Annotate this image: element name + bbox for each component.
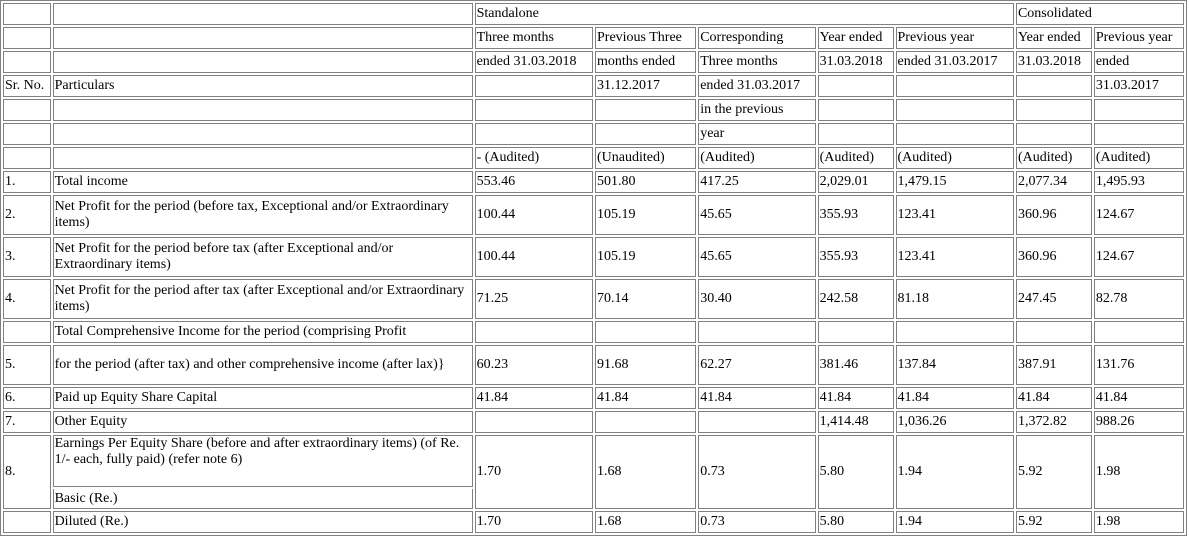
sr-no: 8.	[3, 435, 51, 509]
value-cell: 60.23	[475, 345, 593, 385]
value-cell: 45.65	[698, 237, 815, 277]
value-cell: 62.27	[698, 345, 815, 385]
cell	[698, 321, 815, 343]
value-cell: 360.96	[1016, 195, 1092, 235]
particulars: Other Equity	[53, 411, 473, 433]
value-cell: 131.76	[1094, 345, 1184, 385]
particulars: Net Profit for the period before tax (after Exceptional and/or Extraordinary items)	[53, 237, 473, 277]
sr-no: 4.	[3, 279, 51, 319]
value-cell: 1.70	[475, 435, 593, 509]
sr-no: 6.	[3, 387, 51, 409]
audit-status: (Audited)	[698, 147, 815, 169]
value-cell: 124.67	[1094, 237, 1184, 277]
table-row	[3, 511, 1184, 533]
column-heading	[896, 75, 1014, 97]
value-cell: 247.45	[1016, 279, 1092, 319]
column-heading	[896, 99, 1014, 121]
value-cell: 355.93	[818, 237, 894, 277]
particulars: Paid up Equity Share Capital	[53, 387, 473, 409]
value-cell: 1.94	[896, 435, 1014, 509]
value-cell: 242.58	[818, 279, 894, 319]
sr-no: 1.	[3, 171, 51, 193]
column-heading	[595, 123, 696, 145]
column-heading: Previous year	[1094, 27, 1184, 49]
cell	[53, 123, 473, 145]
value-cell: 81.18	[896, 279, 1014, 319]
table-row	[3, 279, 1184, 319]
column-heading: Previous year	[896, 27, 1014, 49]
table-row	[3, 321, 1184, 343]
header-row	[3, 3, 1184, 25]
value-cell: 45.65	[698, 195, 815, 235]
column-heading	[475, 75, 593, 97]
value-cell: 41.84	[1094, 387, 1184, 409]
column-heading: Three months	[698, 51, 815, 73]
value-cell: 417.25	[698, 171, 815, 193]
audit-status: (Audited)	[818, 147, 894, 169]
value-cell	[595, 411, 696, 433]
value-cell: 105.19	[595, 195, 696, 235]
cell	[3, 27, 51, 49]
header-row	[3, 51, 1184, 73]
value-cell: 1.68	[595, 511, 696, 533]
sr-no: 3.	[3, 237, 51, 277]
cell	[3, 51, 51, 73]
column-heading	[818, 75, 894, 97]
value-cell: 553.46	[475, 171, 593, 193]
value-cell: 0.73	[698, 511, 815, 533]
table-row	[3, 387, 1184, 409]
value-cell: 124.67	[1094, 195, 1184, 235]
column-heading	[1016, 99, 1092, 121]
value-cell: 1,414.48	[818, 411, 894, 433]
column-heading	[475, 99, 593, 121]
particulars: for the period (after tax) and other comprehensive income (after lax)}	[53, 345, 473, 385]
value-cell: 355.93	[818, 195, 894, 235]
value-cell: 5.80	[818, 435, 894, 509]
value-cell: 2,029.01	[818, 171, 894, 193]
value-cell: 105.19	[595, 237, 696, 277]
value-cell: 1,495.93	[1094, 171, 1184, 193]
value-cell: 1,372.82	[1016, 411, 1092, 433]
particulars: Net Profit for the period after tax (after Exceptional and/or Extraordinary items)	[53, 279, 473, 319]
cell	[53, 3, 473, 25]
value-cell: 41.84	[595, 387, 696, 409]
column-heading: ended 31.03.2018	[475, 51, 593, 73]
table-row	[3, 195, 1184, 235]
cell	[3, 511, 51, 533]
column-heading: Three months	[475, 27, 593, 49]
value-cell: 82.78	[1094, 279, 1184, 319]
column-heading: 31.03.2017	[1094, 75, 1184, 97]
table-row	[3, 411, 1184, 433]
value-cell: 30.40	[698, 279, 815, 319]
value-cell: 123.41	[896, 237, 1014, 277]
column-heading: in the previous	[698, 99, 815, 121]
column-heading: ended 31.03.2017	[896, 51, 1014, 73]
cell	[53, 99, 473, 121]
column-heading	[1016, 123, 1092, 145]
column-heading	[595, 99, 696, 121]
column-heading: 31.12.2017	[595, 75, 696, 97]
cell	[53, 147, 473, 169]
value-cell: 360.96	[1016, 237, 1092, 277]
value-cell: 0.73	[698, 435, 815, 509]
column-heading: months ended	[595, 51, 696, 73]
value-cell: 501.80	[595, 171, 696, 193]
cell	[818, 321, 894, 343]
value-cell: 123.41	[896, 195, 1014, 235]
audit-status: - (Audited)	[475, 147, 593, 169]
column-heading: Previous Three	[595, 27, 696, 49]
column-heading: Year ended	[818, 27, 894, 49]
header-row	[3, 27, 1184, 49]
cell	[3, 3, 51, 25]
table-row	[3, 171, 1184, 193]
value-cell	[698, 411, 815, 433]
cell	[1016, 321, 1092, 343]
value-cell: 5.80	[818, 511, 894, 533]
column-heading	[1016, 75, 1092, 97]
value-cell: 1.70	[475, 511, 593, 533]
value-cell	[475, 411, 593, 433]
value-cell: 137.84	[896, 345, 1014, 385]
standalone-heading: Standalone	[475, 3, 1014, 25]
column-heading: Corresponding	[698, 27, 815, 49]
sr-no: 7.	[3, 411, 51, 433]
value-cell: 41.84	[1016, 387, 1092, 409]
header-row	[3, 123, 1184, 145]
column-heading	[818, 99, 894, 121]
cell	[3, 321, 51, 343]
audit-status: (Audited)	[1094, 147, 1184, 169]
column-heading: ended	[1094, 51, 1184, 73]
particulars: Total Comprehensive Income for the period (comprising Profit	[53, 321, 473, 343]
particulars-heading: Particulars	[53, 75, 473, 97]
table-row	[3, 345, 1184, 385]
value-cell: 2,077.34	[1016, 171, 1092, 193]
cell	[595, 321, 696, 343]
cell	[53, 51, 473, 73]
value-cell: 1.68	[595, 435, 696, 509]
particulars: Total income	[53, 171, 473, 193]
column-heading	[475, 123, 593, 145]
cell	[896, 321, 1014, 343]
value-cell: 387.91	[1016, 345, 1092, 385]
value-cell: 5.92	[1016, 511, 1092, 533]
column-heading: 31.03.2018	[818, 51, 894, 73]
sr-no: 5.	[3, 345, 51, 385]
value-cell: 41.84	[698, 387, 815, 409]
value-cell: 1.98	[1094, 511, 1184, 533]
header-row	[3, 147, 1184, 169]
value-cell: 1.98	[1094, 435, 1184, 509]
column-heading	[818, 123, 894, 145]
header-row	[3, 75, 1184, 97]
table-row	[3, 237, 1184, 277]
value-cell: 1,036.26	[896, 411, 1014, 433]
value-cell: 41.84	[896, 387, 1014, 409]
value-cell: 988.26	[1094, 411, 1184, 433]
column-heading: Year ended	[1016, 27, 1092, 49]
particulars: Net Profit for the period (before tax, Exceptional and/or Extraordinary items)	[53, 195, 473, 235]
value-cell: 100.44	[475, 195, 593, 235]
audit-status: (Audited)	[1016, 147, 1092, 169]
particulars: Earnings Per Equity Share (before and after extraordinary items) (of Re. 1/- each, fully paid) (refer note 6)	[53, 435, 473, 487]
table-row	[3, 435, 1184, 487]
value-cell: 1.94	[896, 511, 1014, 533]
cell	[3, 123, 51, 145]
column-heading	[1094, 123, 1184, 145]
cell	[3, 147, 51, 169]
audit-status: (Audited)	[896, 147, 1014, 169]
cell	[1094, 321, 1184, 343]
cell	[3, 99, 51, 121]
value-cell: 71.25	[475, 279, 593, 319]
column-heading: ended 31.03.2017	[698, 75, 815, 97]
sr-no: 2.	[3, 195, 51, 235]
cell	[53, 27, 473, 49]
value-cell: 41.84	[475, 387, 593, 409]
particulars: Diluted (Re.)	[53, 511, 473, 533]
column-heading	[896, 123, 1014, 145]
consolidated-heading: Consolidated	[1016, 3, 1184, 25]
column-heading: 31.03.2018	[1016, 51, 1092, 73]
audit-status: (Unaudited)	[595, 147, 696, 169]
value-cell: 5.92	[1016, 435, 1092, 509]
value-cell: 381.46	[818, 345, 894, 385]
cell	[475, 321, 593, 343]
value-cell: 100.44	[475, 237, 593, 277]
column-heading: year	[698, 123, 815, 145]
particulars: Basic (Re.)	[53, 489, 473, 509]
value-cell: 91.68	[595, 345, 696, 385]
column-heading	[1094, 99, 1184, 121]
sr-no-heading: Sr. No.	[3, 75, 51, 97]
value-cell: 1,479.15	[896, 171, 1014, 193]
value-cell: 70.14	[595, 279, 696, 319]
value-cell: 41.84	[818, 387, 894, 409]
header-row	[3, 99, 1184, 121]
